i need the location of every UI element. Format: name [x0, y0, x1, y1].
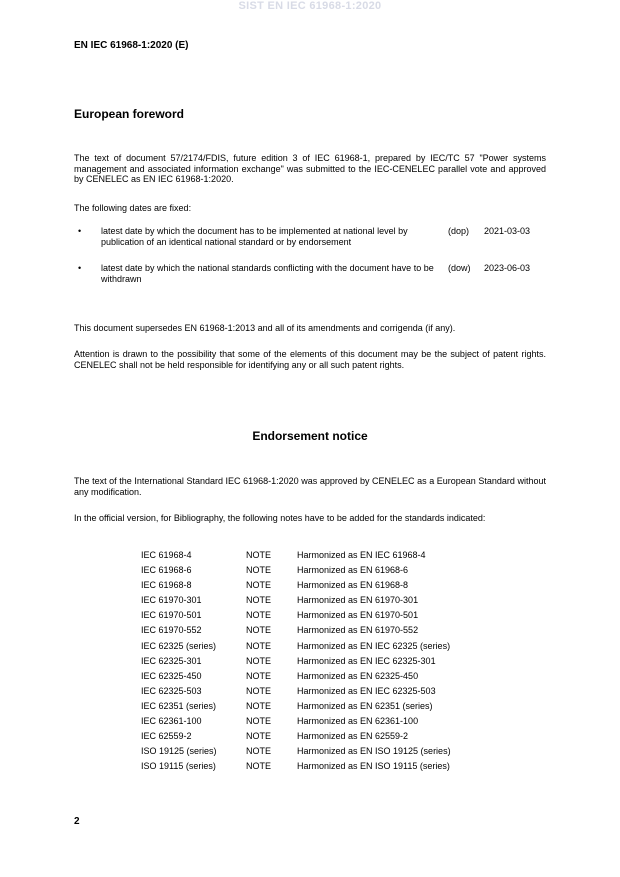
note-cell: NOTE — [246, 746, 272, 757]
table-row — [141, 578, 451, 593]
harmonized-cell: Harmonized as EN 61970-552 — [297, 625, 419, 636]
note-cell: NOTE — [246, 640, 272, 651]
table-row — [141, 684, 451, 699]
watermark: SIST EN IEC 61968-1:2020 — [238, 0, 382, 12]
harmonized-cell: Harmonized as EN IEC 62325-503 — [297, 685, 436, 696]
note-cell: NOTE — [246, 595, 272, 606]
standard-cell: IEC 62325-503 — [141, 685, 202, 696]
supersedes-paragraph: This document supersedes EN 61968-1:2013 and all of its amendments and corrigenda (if any). — [74, 323, 456, 333]
endorsement-heading: Endorsement notice — [252, 429, 368, 443]
table-row — [141, 639, 451, 654]
harmonized-cell: Harmonized as EN 62351 (series) — [297, 700, 433, 711]
harmonized-cell: Harmonized as EN 61970-301 — [297, 595, 419, 606]
harmonized-cell: Harmonized as EN 62325-450 — [297, 670, 419, 681]
attention-paragraph: Attention is drawn to the possibility that some of the elements of this document may be the subject of patent rights. CENELEC shall not be held responsible for identifying any or all such patent rights. — [74, 349, 546, 370]
foreword-paragraph: The text of document 57/2174/FDIS, future edition 3 of IEC 61968-1, prepared by IEC/TC 57 "Power systems management and associated information exchange" was submitted to the IEC-CENELEC parallel vote and approved by CENELEC as EN IEC 61968-1:2020. — [74, 153, 546, 184]
harmonized-cell: Harmonized as EN 61968-8 — [297, 580, 409, 591]
standard-cell: IEC 62559-2 — [141, 731, 192, 742]
note-cell: NOTE — [246, 700, 272, 711]
table-row — [141, 729, 451, 744]
table-row — [141, 654, 451, 669]
date-item-text: latest date by which the national standards conflicting with the document have to be withdrawn — [101, 263, 434, 284]
harmonized-cell: Harmonized as EN IEC 62325 (series) — [297, 640, 451, 651]
standard-cell: ISO 19125 (series) — [141, 746, 217, 757]
date-item-text: latest date by which the document has to be implemented at national level by publication of an identical national standard or by endorsement — [101, 226, 408, 247]
harmonized-cell: Harmonized as EN 62361-100 — [297, 716, 419, 727]
note-cell: NOTE — [246, 565, 272, 576]
standard-cell: IEC 61968-4 — [141, 550, 192, 560]
table-row — [141, 759, 451, 774]
standard-cell: IEC 62325 (series) — [141, 640, 217, 651]
note-cell: NOTE — [246, 685, 272, 696]
document-id: EN IEC 61968-1:2020 (E) — [74, 40, 189, 51]
bullet: • — [78, 263, 82, 273]
standard-cell: IEC 62325-301 — [141, 655, 202, 666]
standard-cell: IEC 61970-501 — [141, 610, 202, 621]
note-cell: NOTE — [246, 610, 272, 621]
date-code: (dow) — [448, 263, 471, 273]
harmonized-cell: Harmonized as EN ISO 19125 (series) — [297, 746, 451, 757]
standard-cell: IEC 62361-100 — [141, 716, 202, 727]
harmonized-cell: Harmonized as EN IEC 62325-301 — [297, 655, 436, 666]
standard-cell: IEC 61970-552 — [141, 625, 202, 636]
table-row — [141, 744, 451, 759]
table-row — [141, 548, 451, 563]
bullet: • — [78, 226, 82, 236]
standard-cell: ISO 19115 (series) — [141, 761, 216, 772]
note-cell: NOTE — [246, 550, 272, 560]
page-number: 2 — [74, 816, 80, 827]
bibliography-notes-table — [141, 548, 451, 774]
endorsement-paragraph: The text of the International Standard IEC 61968-1:2020 was approved by CENELEC as a European Standard without any modification. — [74, 476, 546, 497]
standard-cell: IEC 62325-450 — [141, 670, 202, 681]
table-row — [141, 714, 451, 729]
table-row — [141, 563, 451, 578]
note-cell: NOTE — [246, 625, 272, 636]
date-value: 2023-06-03 — [484, 263, 531, 273]
standard-cell: IEC 62351 (series) — [141, 700, 217, 711]
note-cell: NOTE — [246, 655, 272, 666]
note-cell: NOTE — [246, 716, 272, 727]
table-row — [141, 623, 451, 638]
date-code: (dop) — [448, 226, 470, 236]
table-row — [141, 608, 451, 623]
table-row — [141, 669, 451, 684]
note-cell: NOTE — [246, 670, 272, 681]
harmonized-cell: Harmonized as EN 61970-501 — [297, 610, 419, 621]
date-value: 2021-03-03 — [484, 226, 531, 236]
standard-cell: IEC 61968-6 — [141, 565, 192, 576]
harmonized-cell: Harmonized as EN 62559-2 — [297, 731, 409, 742]
note-cell: NOTE — [246, 580, 272, 591]
harmonized-cell: Harmonized as EN 61968-6 — [297, 565, 409, 576]
dates-intro: The following dates are fixed: — [74, 203, 192, 213]
note-cell: NOTE — [246, 731, 272, 742]
standard-cell: IEC 61968-8 — [141, 580, 192, 591]
harmonized-cell: Harmonized as EN ISO 19115 (series) — [297, 761, 450, 772]
standard-cell: IEC 61970-301 — [141, 595, 202, 606]
bibliography-intro: In the official version, for Bibliography, the following notes have to be added for the standards indicated: — [74, 513, 486, 523]
note-cell: NOTE — [246, 761, 272, 772]
table-row — [141, 699, 451, 714]
harmonized-cell: Harmonized as EN IEC 61968-4 — [297, 550, 426, 560]
foreword-heading: European foreword — [74, 107, 185, 121]
table-row — [141, 593, 451, 608]
